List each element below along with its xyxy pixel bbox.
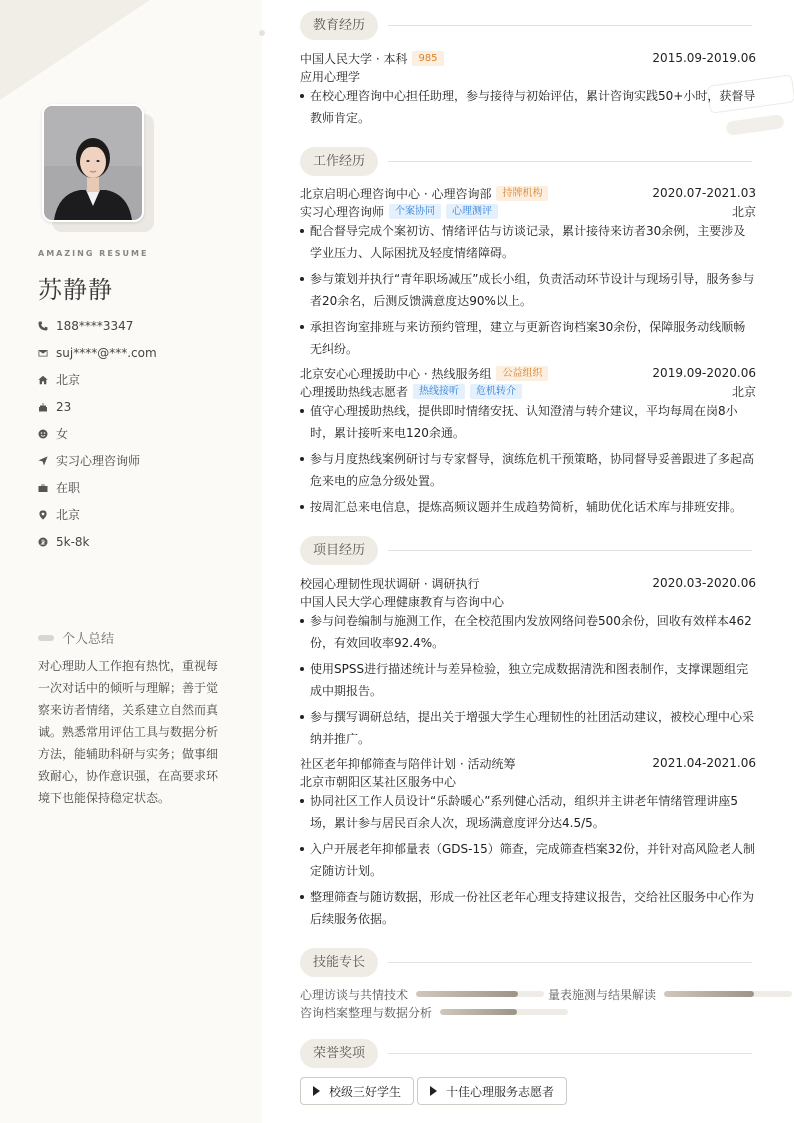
role-name: 实习心理咨询师	[300, 204, 385, 219]
phone-icon	[38, 321, 48, 331]
list-item: 参与问卷编制与施测工作，在全校范围内发放网络问卷500余份，回收有效样本462份，有效回收率92.4%。	[300, 610, 756, 654]
list-item: 参与策划并执行“青年职场减压”成长小组，负责活动环节设计与现场引导，服务参与者20余名，后测反馈满意度达90%以上。	[300, 268, 756, 312]
work-city: 北京	[731, 204, 756, 219]
skill-level-bar	[440, 1009, 568, 1015]
candidate-name: 苏静静	[38, 276, 113, 304]
education-entry-header	[300, 49, 756, 67]
cake-icon	[38, 402, 48, 412]
work-city: 北京	[731, 384, 756, 399]
list-item: 参与月度热线案例研讨与专家督导，演练危机干预策略，协同督导妥善跟进了多起高危来电的应急分级处置。	[300, 448, 756, 492]
education-date: 2015.09-2019.06	[652, 51, 756, 65]
divider-dot	[259, 30, 265, 36]
honors-section-header	[300, 1039, 752, 1068]
work-date: 2019.09-2020.06	[652, 366, 756, 380]
contact-info-list	[38, 312, 157, 555]
skill-item	[548, 985, 792, 1003]
project-entry-header	[300, 574, 756, 592]
org-name: 北京安心心理援助中心 · 热线服务组	[300, 366, 492, 381]
org-tag: 公益组织	[496, 366, 548, 381]
education-major-row	[300, 67, 756, 85]
project-org: 中国人民大学心理健康教育与咨询中心	[300, 594, 505, 609]
list-item: 值守心理援助热线，提供即时情绪安抚、认知澄清与转介建议，平均每周在岗8小时，累计接听来电120余通。	[300, 400, 756, 444]
work-entry-header	[300, 184, 756, 202]
school-name: 中国人民大学 · 本科	[300, 51, 408, 66]
summary-header	[38, 628, 114, 647]
honor-badge: 十佳心理服务志愿者	[417, 1077, 567, 1105]
list-item: 参与撰写调研总结，提出关于增强大学生心理韧性的社团活动建议，被校心理中心采纳并推广。	[300, 706, 756, 750]
project-name: 校园心理韧性现状调研 · 调研执行	[300, 576, 480, 591]
role-name: 心理援助热线志愿者	[300, 384, 409, 399]
info-gender: 女	[38, 420, 157, 447]
skill-level-bar	[664, 991, 792, 997]
send-icon	[38, 456, 48, 466]
list-item: 使用SPSS进行描述统计与差异检验，独立完成数据清洗和图表制作，支撑课题组完成中期报告。	[300, 658, 756, 702]
projects-section-header	[300, 536, 752, 565]
school-badge: 985	[412, 51, 443, 66]
play-triangle-icon	[313, 1086, 320, 1096]
list-item: 入户开展老年抑郁量表（GDS-15）筛查，完成筛查档案32份，并针对高风险老人制定随访计划。	[300, 838, 756, 882]
section-title: 项目经历	[300, 536, 378, 565]
info-location: 北京	[38, 501, 157, 528]
location-pin-icon	[38, 510, 48, 520]
info-position: 实习心理咨询师	[38, 447, 157, 474]
honor-badge: 校级三好学生	[300, 1077, 414, 1105]
section-title: 工作经历	[300, 147, 378, 176]
work-section-header	[300, 147, 752, 176]
salary-icon	[38, 537, 48, 547]
org-tag: 持牌机构	[496, 186, 548, 201]
skill-item	[300, 985, 544, 1003]
list-item: 承担咨询室排班与来访预约管理，建立与更新咨询档案30余份，保障服务动线顺畅无纠纷。	[300, 316, 756, 360]
info-age: 23	[38, 393, 157, 420]
corner-decoration	[0, 0, 150, 100]
info-email: suj****@***.com	[38, 339, 157, 366]
work-entry-header	[300, 364, 756, 382]
project-org-row	[300, 772, 756, 790]
role-tag: 热线接听	[413, 384, 465, 399]
info-home: 北京	[38, 366, 157, 393]
education-section-header	[300, 11, 752, 40]
list-item: 配合督导完成个案初访、情绪评估与访谈记录，累计接待来访者30余例，主要涉及学业压力、人际困扰及轻度情绪障碍。	[300, 220, 756, 264]
role-tag: 个案协同	[389, 204, 441, 219]
role-tag: 危机转介	[470, 384, 522, 399]
info-status: 在职	[38, 474, 157, 501]
skill-name: 量表施测与结果解读	[548, 987, 657, 1002]
email-icon	[38, 348, 48, 358]
role-tag: 心理测评	[446, 204, 498, 219]
skill-name: 咨询档案整理与数据分析	[300, 1005, 433, 1020]
project-org: 北京市朝阳区某社区服务中心	[300, 774, 457, 789]
sidebar	[0, 0, 262, 1123]
skills-section-header	[300, 948, 752, 977]
list-item: 按周汇总来电信息，提炼高频议题并生成趋势简析，辅助优化话术库与排班安排。	[300, 496, 756, 518]
list-item: 协同社区工作人员设计“乐龄暖心”系列健心活动，组织并主讲老年情绪管理讲座5场，累计参与居民百余人次，现场满意度评分达4.5/5。	[300, 790, 756, 834]
home-icon	[38, 375, 48, 385]
section-title: 教育经历	[300, 11, 378, 40]
work-role-row	[300, 382, 756, 400]
list-item: 在校心理咨询中心担任助理，参与接待与初始评估，累计咨询实践50+小时，获督导教师肯定。	[300, 85, 756, 129]
skill-level-bar	[416, 991, 544, 997]
section-title: 荣誉奖项	[300, 1039, 378, 1068]
list-item: 整理筛查与随访数据，形成一份社区老年心理支持建议报告，交给社区服务中心作为后续服务依据。	[300, 886, 756, 930]
skill-item	[300, 1003, 568, 1021]
gender-icon	[38, 429, 48, 439]
briefcase-icon	[38, 483, 48, 493]
major: 应用心理学	[300, 69, 361, 84]
project-date: 2020.03-2020.06	[652, 576, 756, 590]
project-name: 社区老年抑郁筛查与陪伴计划 · 活动统筹	[300, 756, 516, 771]
project-date: 2021.04-2021.06	[652, 756, 756, 770]
work-date: 2020.07-2021.03	[652, 186, 756, 200]
summary-title: 个人总结	[62, 632, 115, 647]
project-org-row	[300, 592, 756, 610]
portrait-image	[44, 106, 142, 220]
skill-name: 心理访谈与共情技术	[300, 987, 409, 1002]
summary-text: 对心理助人工作抱有热忱，重视每一次对话中的倾听与理解；善于觉察来访者情绪，关系建立自然而真诚。熟悉常用评估工具与数据分析方法，能辅助科研与实务；做事细致耐心，协作意识强，在高要求环境下也能保持稳定状态。	[38, 659, 219, 805]
project-entry-header	[300, 754, 756, 772]
info-salary: 5k-8k	[38, 528, 157, 555]
section-title: 技能专长	[300, 948, 378, 977]
org-name: 北京启明心理咨询中心 · 心理咨询部	[300, 186, 492, 201]
work-role-row	[300, 202, 756, 220]
resume-tagline: AMAZING RESUME	[38, 249, 149, 258]
play-triangle-icon	[430, 1086, 437, 1096]
info-phone: 188****3347	[38, 312, 157, 339]
